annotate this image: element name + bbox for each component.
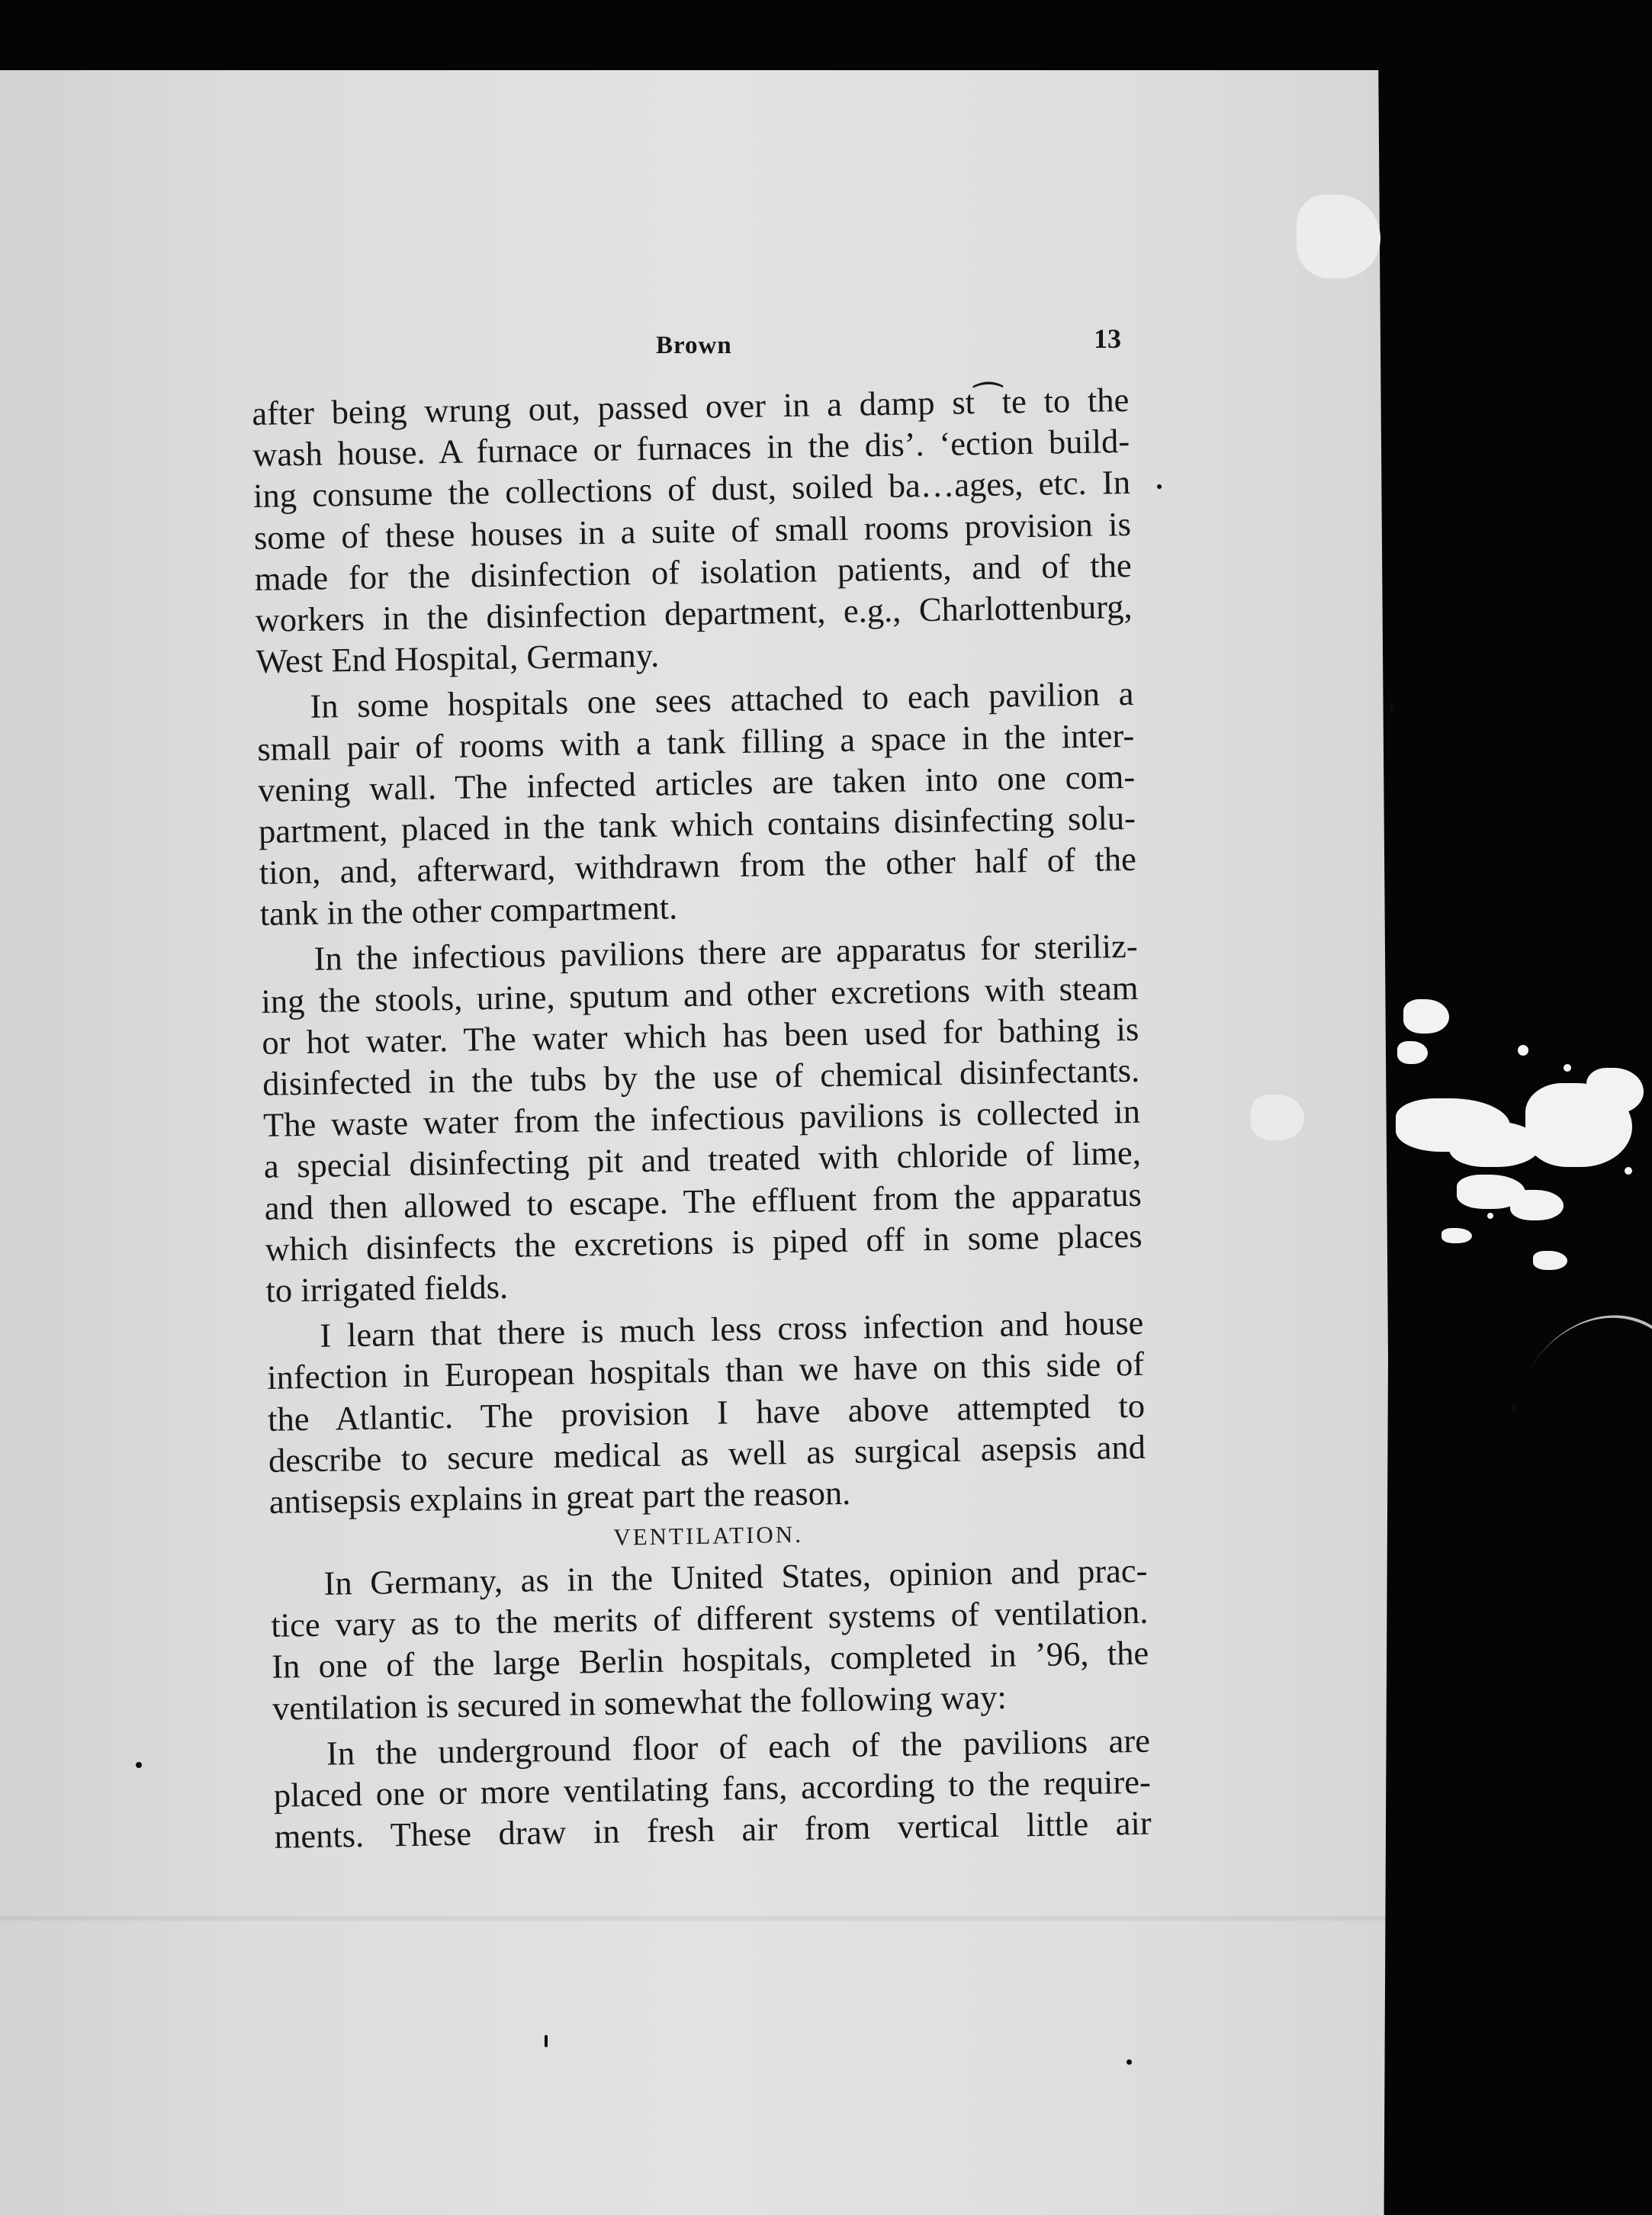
text-line: a special disinfecting pit and treated with chloride of lime, bbox=[263, 1133, 1142, 1186]
text-line: and then allowed to escape. The effluent from the apparatus bbox=[264, 1175, 1143, 1227]
paragraph bbox=[260, 925, 1143, 1311]
text-line: made for the disinfection of isolation patients, and of the bbox=[254, 545, 1133, 598]
text-line: placed one or more ventilating fans, according to the require- bbox=[273, 1762, 1152, 1815]
text-line: ing the stools, urine, sputum and other excretions with steam bbox=[261, 968, 1139, 1021]
scan-artifact bbox=[1127, 2059, 1132, 2065]
text-line: partment, placed in the tank which contains disinfecting solu- bbox=[258, 798, 1136, 850]
page-number: 13 bbox=[1094, 323, 1121, 354]
text-line: ments. These draw in fresh air from vertical little air bbox=[274, 1803, 1152, 1856]
scan-artifact bbox=[1564, 1064, 1571, 1072]
text-line: disinfected in the tubs by the use of chemical disinfectants. bbox=[262, 1050, 1140, 1103]
text-line: tion, and, afterward, withdrawn from the other half of the bbox=[259, 839, 1137, 892]
text-line: The waste water from the infectious pavilions is collected in bbox=[262, 1092, 1141, 1145]
paragraph bbox=[273, 1720, 1152, 1858]
text-line: In the underground floor of each of the pavilions are bbox=[326, 1721, 1151, 1773]
text-line: In the infectious pavilions there are apparatus for steriliz- bbox=[313, 927, 1138, 979]
page-body bbox=[252, 379, 1152, 1857]
paragraph bbox=[252, 379, 1133, 682]
paper-stain bbox=[1251, 1095, 1304, 1140]
text-line: the Atlantic. The provision I have above attempted to bbox=[267, 1386, 1146, 1439]
text-line: In one of the large Berlin hospitals, completed in ’96, the bbox=[271, 1634, 1149, 1686]
scan-artifact bbox=[545, 2035, 548, 2047]
text-line: infection in European hospitals than we have on this side of bbox=[266, 1345, 1145, 1397]
text-line: tice vary as to the merits of different systems of ventilation. bbox=[270, 1592, 1149, 1645]
text-line: or hot water. The water which has been used for bathing is bbox=[261, 1009, 1139, 1062]
text-line: to irrigated fields. bbox=[265, 1267, 509, 1310]
text-line: tank in the other compartment. bbox=[259, 888, 678, 934]
text-line: describe to secure medical as well as surgical asepsis and bbox=[268, 1427, 1146, 1480]
text-line: ing consume the collections of dust, soiled ba…ages, etc. In bbox=[252, 463, 1131, 516]
paper-stain bbox=[1297, 194, 1380, 278]
page-fold-shadow bbox=[0, 1916, 1388, 1921]
scan-artifact bbox=[1487, 1213, 1493, 1219]
scan-artifact bbox=[1533, 1251, 1567, 1270]
paragraph bbox=[256, 673, 1137, 934]
text-line: In Germany, as in the United States, opinion and prac- bbox=[323, 1551, 1148, 1603]
paragraph bbox=[266, 1302, 1146, 1522]
scan-artifact bbox=[1518, 1045, 1528, 1056]
scan-artifact bbox=[1441, 1228, 1472, 1243]
text-line: In some hospitals one sees attached to each pavilion a bbox=[310, 674, 1134, 726]
running-head: Brown bbox=[656, 332, 732, 359]
scan-artifact bbox=[1390, 702, 1393, 712]
text-line: small pair of rooms with a tank filling a space in the inter- bbox=[256, 715, 1135, 768]
scan-artifact bbox=[1397, 1041, 1428, 1064]
scan-artifact bbox=[136, 1762, 142, 1768]
scan-artifact bbox=[1510, 1190, 1564, 1220]
text-line: which disinfects the excretions is piped off in some places bbox=[265, 1216, 1143, 1268]
text-line: wash house. A furnace or furnaces in the dis’. ‘ection build- bbox=[252, 422, 1130, 474]
text-line: ventilation is secured in somewhat the following way: bbox=[272, 1677, 1008, 1728]
text-line: after being wrung out, passed over in a damp st⁀te to the bbox=[252, 380, 1130, 432]
text-line: vening wall. The infected articles are taken into one com- bbox=[257, 757, 1136, 809]
text-line: antisepsis explains in great part the reason. bbox=[268, 1473, 851, 1521]
text-line: I learn that there is much less cross infection and house bbox=[320, 1303, 1144, 1355]
text-line: some of these houses in a suite of small rooms provision is bbox=[253, 504, 1132, 557]
text-line: West End Hospital, Germany. bbox=[256, 635, 660, 681]
scan-artifact bbox=[1403, 999, 1449, 1034]
page-header bbox=[252, 317, 1121, 362]
scan-artifact bbox=[1512, 1403, 1515, 1414]
scan-artifact bbox=[1625, 1167, 1632, 1175]
section-heading: VENTILATION. bbox=[613, 1520, 804, 1551]
scan-artifact bbox=[1157, 484, 1162, 489]
scan-artifact bbox=[1586, 1068, 1644, 1114]
paragraph bbox=[270, 1550, 1149, 1729]
text-line: workers in the disinfection department, e.g., Charlottenburg, bbox=[255, 587, 1133, 639]
